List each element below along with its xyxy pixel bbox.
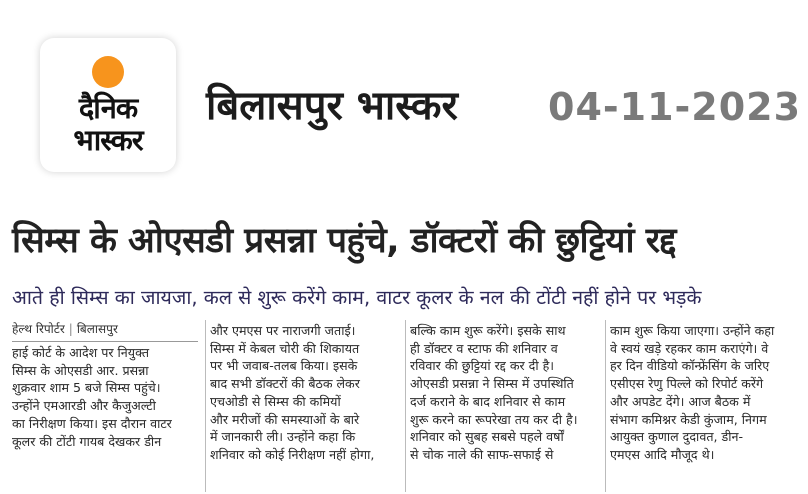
edition-date: 04-11-2023 xyxy=(548,85,802,129)
byline-place: बिलासपुर xyxy=(76,322,118,336)
column-line: से चोक नाले की साफ-सफाई से xyxy=(410,446,554,462)
article-column-1 xyxy=(12,344,202,450)
column-line: काम शुरू किया जाएगा। उन्होंने कहा xyxy=(610,323,775,338)
byline-separator: | xyxy=(68,322,73,336)
column-line: ही डॉक्टर व स्टाफ की शनिवार व xyxy=(410,340,558,356)
article-headline: सिम्स के ओएसडी प्रसन्ना पहुंचे, डॉक्टरों की छुट्टियां रद्द xyxy=(12,221,676,261)
column-line: एचओडी से सिम्स की कमियों xyxy=(210,393,341,409)
logo-text-line2: भास्कर xyxy=(73,123,143,157)
column-line: सिम्स में केबल चोरी की शिकायत xyxy=(210,340,360,356)
column-line: का निरीक्षण किया। इस दौरान वाटर xyxy=(12,415,172,431)
column-line: ओएसडी प्रसन्ना ने सिम्स में उपस्थिति xyxy=(410,376,574,392)
dainik-bhaskar-logo xyxy=(40,38,176,172)
column-line: उन्होंने एमआरडी और कैजुअल्टी xyxy=(12,398,156,414)
masthead xyxy=(0,0,808,190)
column-divider xyxy=(605,320,606,492)
column-line: और अपडेट देंगे। आज बैठक में xyxy=(610,393,751,409)
news-clipping xyxy=(0,200,808,494)
edition-name: बिलासपुर भास्कर xyxy=(206,83,458,129)
article-subheadline: आते ही सिम्स का जायजा, कल से शुरू करेंगे काम, वाटर कूलर के नल की टोंटी नहीं होने पर भड़के xyxy=(12,286,702,309)
byline xyxy=(12,320,202,338)
column-line: एसीएस रेणु पिल्ले को रिपोर्ट करेंगे xyxy=(610,376,764,392)
column-line: रविवार की छुट्टियां रद्द कर दी है। xyxy=(410,358,555,374)
column-line: वे स्वयं खड़े रहकर काम कराएंगे। वे xyxy=(610,340,769,356)
column-line: शुरू करने का रूपरेखा तय कर दी है। xyxy=(410,411,578,427)
column-line: शनिवार को सुबह सबसे पहले वर्षों xyxy=(410,429,564,445)
column-line: हर दिन वीडियो कॉन्फ्रेंसिंग के जरिए xyxy=(610,358,770,374)
column-line: बाद सभी डॉक्टरों की बैठक लेकर xyxy=(210,376,360,392)
article-column-3 xyxy=(410,322,602,464)
sun-icon xyxy=(92,56,124,88)
column-line: में जानकारी ली। उन्होंने कहा कि xyxy=(210,429,356,445)
article-column-2 xyxy=(210,322,402,464)
column-line: सिम्स के ओएसडी आर. प्रसन्ना xyxy=(12,362,149,378)
column-line: और एमएस पर नाराजगी जताई। xyxy=(210,323,356,338)
column-line: पर भी जवाब-तलब किया। इसके xyxy=(210,358,358,374)
column-line: हाई कोर्ट के आदेश पर नियुक्त xyxy=(12,345,150,360)
column-divider xyxy=(205,320,206,492)
byline-reporter: हेल्थ रिपोर्टर xyxy=(12,322,65,336)
column-divider xyxy=(405,320,406,492)
column-line: बल्कि काम शुरू करेंगे। इसके साथ xyxy=(410,323,566,338)
column-line: दर्ज कराने के बाद शनिवार से काम xyxy=(410,393,566,409)
column-line: एमएस आदि मौजूद थे। xyxy=(610,446,715,462)
logo-text-line1: दैनिक xyxy=(78,91,138,125)
column-line: और मरीजों की समस्याओं के बारे xyxy=(210,411,360,427)
column-line: संभाग कमिश्नर केडी कुंजाम, निगम xyxy=(610,411,767,427)
column-line: शनिवार को कोई निरीक्षण नहीं होगा, xyxy=(210,446,375,462)
column-line: आयुक्त कुणाल दुदावत, डीन- xyxy=(610,429,744,445)
column-line: शुक्रवार शाम 5 बजे सिम्स पहुंचे। xyxy=(12,380,161,396)
column-line: कूलर की टोंटी गायब देखकर डीन xyxy=(12,433,162,449)
byline-divider xyxy=(12,341,198,342)
article-column-4 xyxy=(610,322,802,464)
